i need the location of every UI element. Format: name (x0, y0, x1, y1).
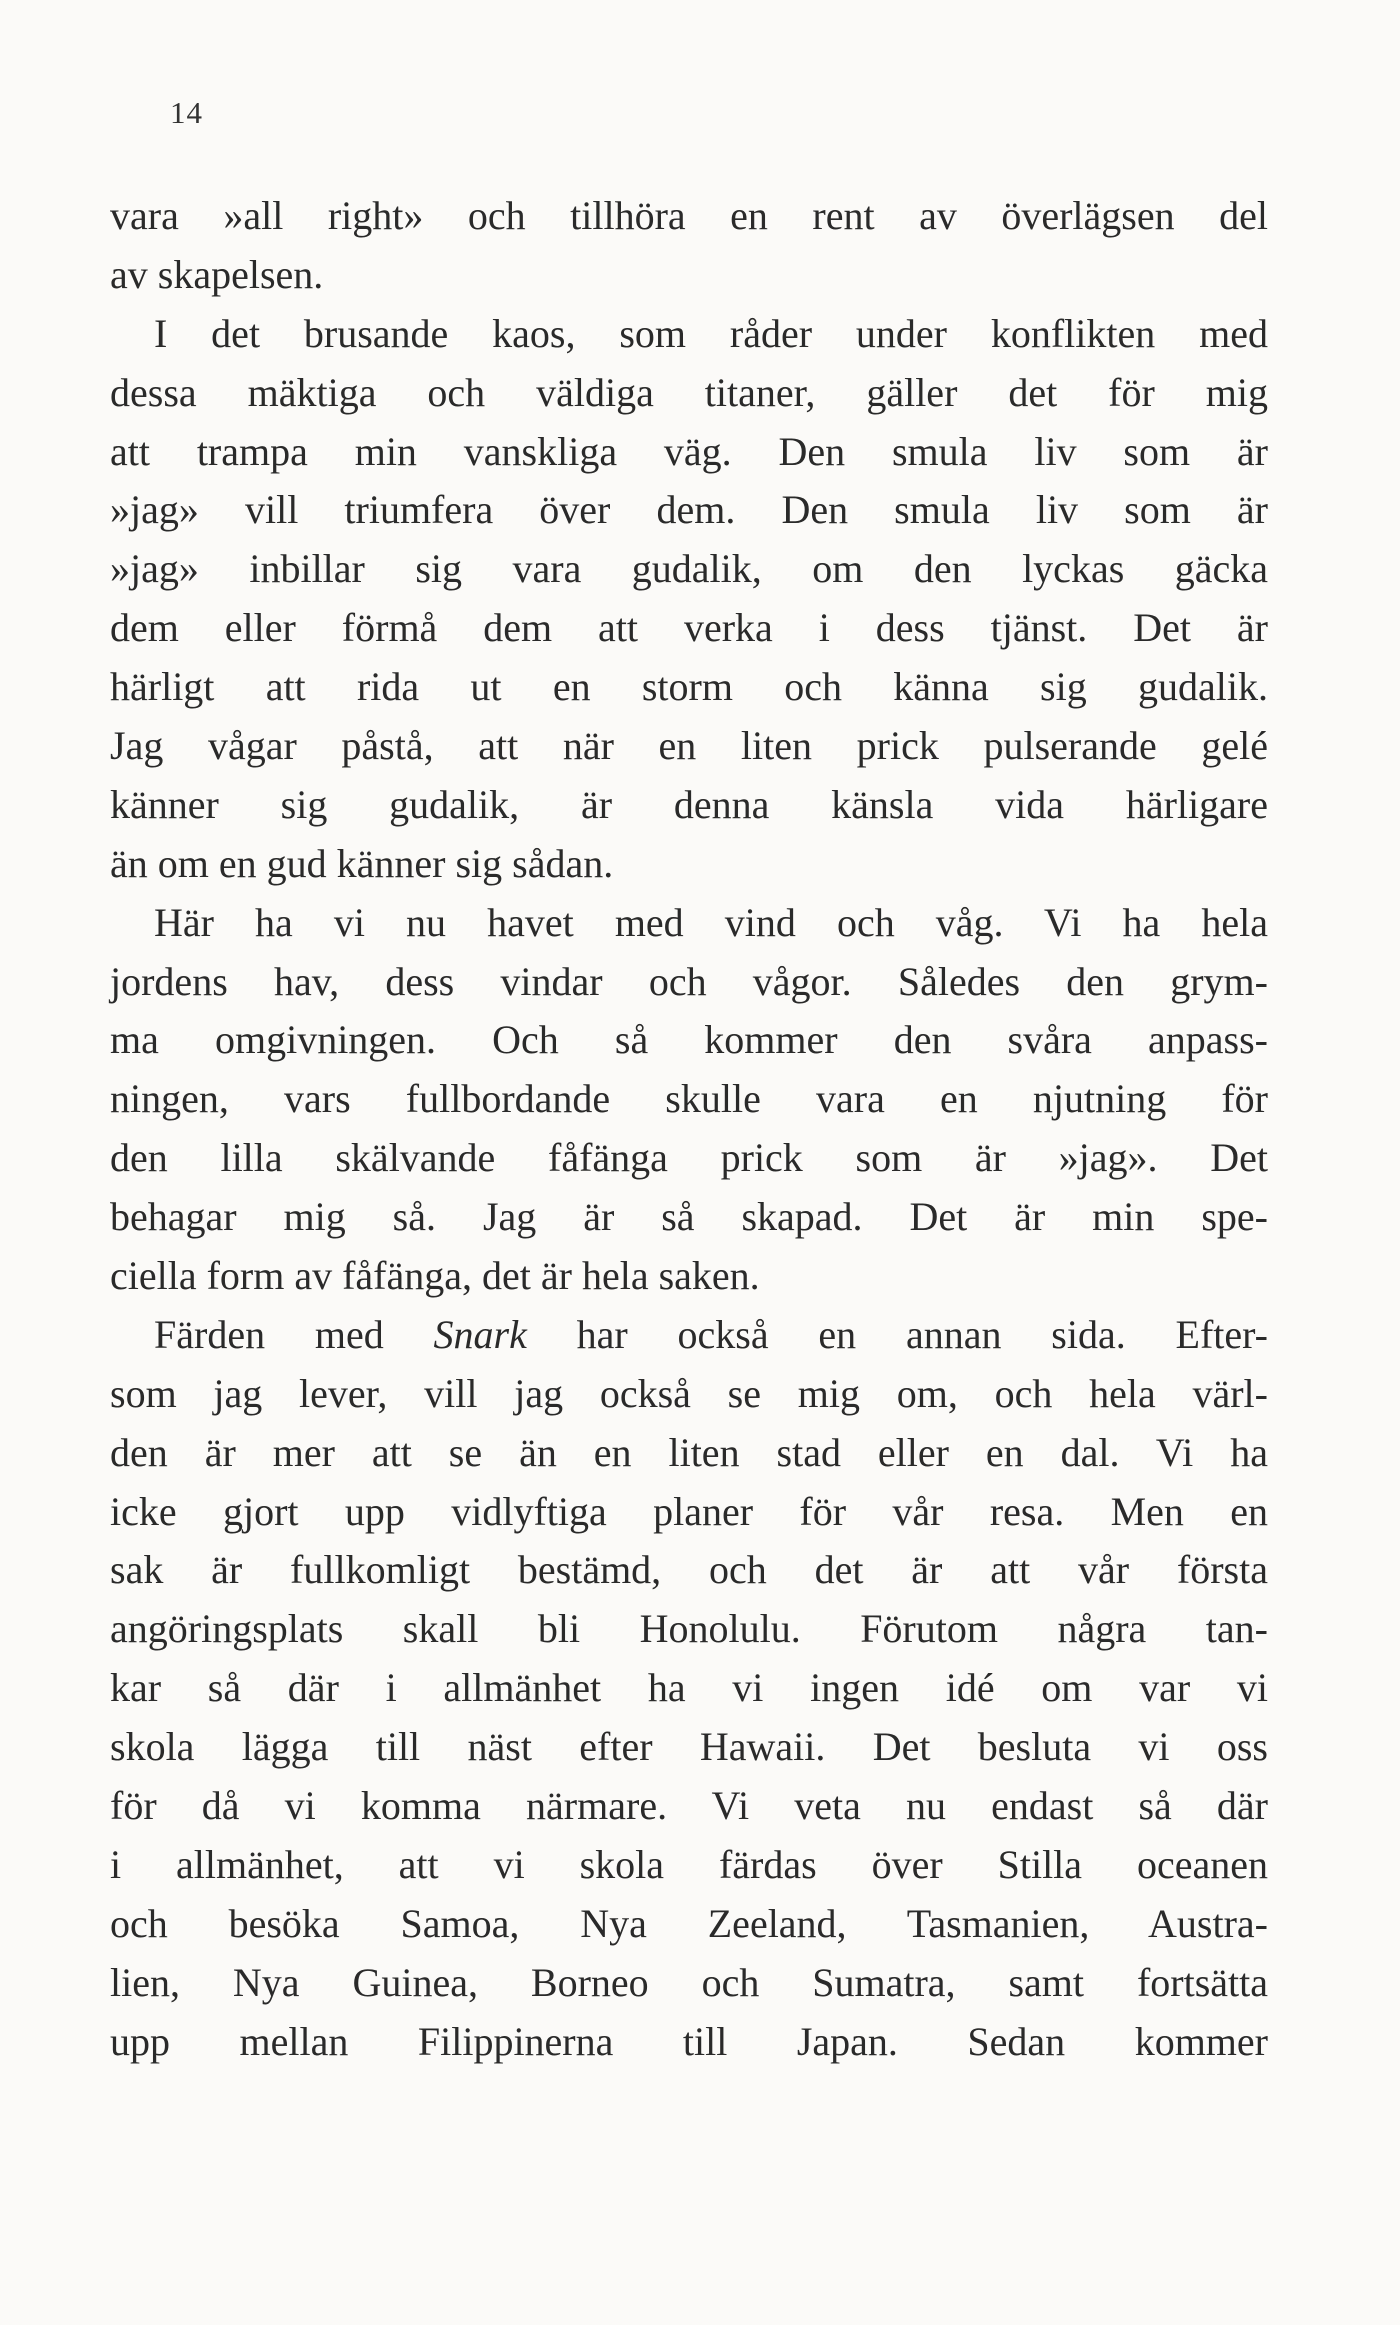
text-line-with-italic: Färden med Snark har också en annan sida. Efter- (154, 1311, 1268, 1357)
text-line: vara »all right» och tillhöra en rent av överlägsen del (110, 193, 1268, 238)
text-line: härligt att rida ut en storm och känna sig gudalik. (110, 664, 1268, 710)
text-line: »jag» vill triumfera över dem. Den smula liv som är (110, 487, 1268, 533)
text-line: sak är fullkomligt bestämd, och det är att vår första (110, 1547, 1268, 1593)
text-line: av skapelsen. (110, 251, 324, 297)
text-line: behagar mig så. Jag är så skapad. Det är min spe- (110, 1194, 1268, 1240)
text-line: dem eller förmå dem att verka i dess tjänst. Det är (110, 605, 1268, 651)
text-line: ciella form av fåfänga, det är hela saken. (110, 1253, 760, 1299)
text-line: dessa mäktiga och väldiga titaner, gäller det för mig (110, 369, 1268, 415)
text-line: den är mer att se än en liten stad eller en dal. Vi ha (110, 1429, 1268, 1475)
text-line: icke gjort upp vidlyftiga planer för vår resa. Men en (110, 1488, 1268, 1534)
text-line: Jag vågar påstå, att när en liten prick pulserande gelé (110, 723, 1268, 769)
ship-name-italic: Snark (433, 1311, 527, 1357)
text-line: »jag» inbillar sig vara gudalik, om den lyckas gäcka (110, 546, 1268, 592)
text-line: lien, Nya Guinea, Borneo och Sumatra, samt fortsätta (110, 1959, 1268, 2005)
text-line: och besöka Samoa, Nya Zeeland, Tasmanien, Austra- (110, 1900, 1268, 1946)
text-line: skola lägga till näst efter Hawaii. Det besluta vi oss (110, 1724, 1268, 1770)
text-line: ma omgivningen. Och så kommer den svåra anpass- (110, 1017, 1268, 1063)
text-line: känner sig gudalik, är denna känsla vida härligare (110, 781, 1268, 827)
text-line: kar så där i allmänhet ha vi ingen idé om var vi (110, 1665, 1268, 1711)
text-line: för då vi komma närmare. Vi veta nu endast så där (110, 1783, 1268, 1829)
text-line: än om en gud känner sig sådan. (110, 840, 614, 886)
text-line: i allmänhet, att vi skola färdas över Stilla oceanen (110, 1841, 1268, 1887)
text-line: upp mellan Filippinerna till Japan. Sedan kommer (110, 2018, 1268, 2064)
text-line: Här ha vi nu havet med vind och våg. Vi ha hela (154, 899, 1268, 945)
text-line: jordens hav, dess vindar och vågor. Således den grym- (110, 958, 1268, 1004)
text-line: I det brusande kaos, som råder under konflikten med (154, 310, 1268, 356)
text-line: angöringsplats skall bli Honolulu. Förutom några tan- (110, 1606, 1268, 1652)
text-line: som jag lever, vill jag också se mig om, och hela värl- (110, 1370, 1268, 1416)
text-line: ningen, vars fullbordande skulle vara en njutning för (110, 1076, 1268, 1122)
body-text (110, 187, 1268, 2072)
text-line: att trampa min vanskliga väg. Den smula liv som är (110, 428, 1268, 474)
page-number: 14 (170, 95, 203, 130)
text-line: den lilla skälvande fåfänga prick som är »jag». Det (110, 1135, 1268, 1181)
